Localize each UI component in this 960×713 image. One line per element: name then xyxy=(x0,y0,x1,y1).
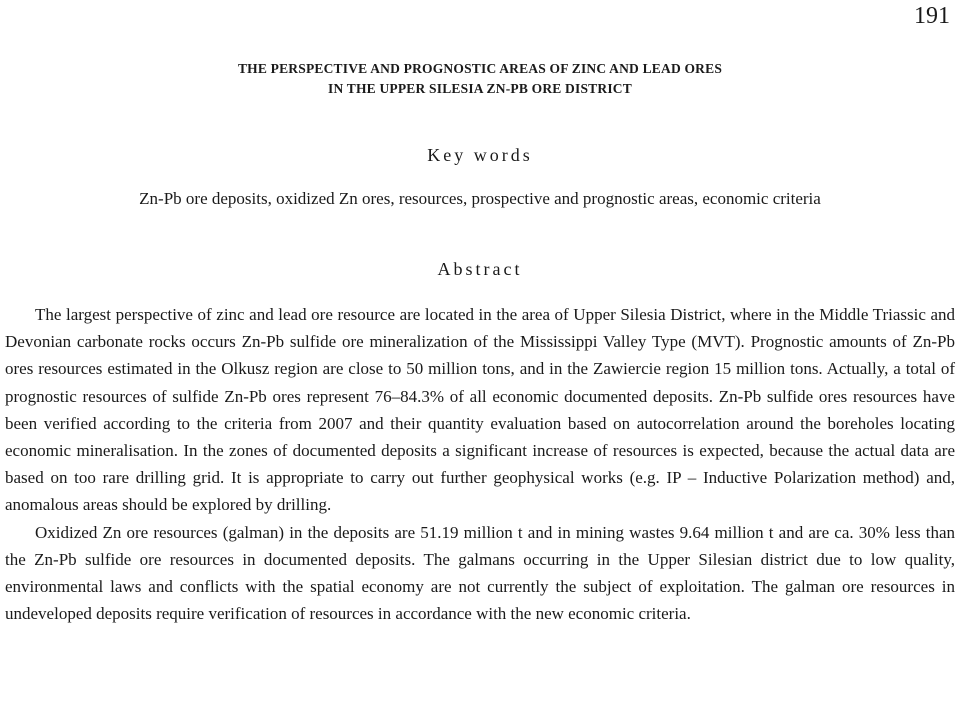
keywords-text: Zn-Pb ore deposits, oxidized Zn ores, resources, prospective and prognostic areas, economic criteria xyxy=(139,189,821,208)
abstract-heading: Abstract xyxy=(437,259,523,279)
title-line-2: IN THE UPPER SILESIA ZN-PB ORE DISTRICT xyxy=(328,81,632,96)
article-title xyxy=(0,59,960,99)
abstract-paragraph-1: The largest perspective of zinc and lead ore resource are located in the area of Upper Silesia District, where in the Middle Triassic and Devonian carbonate rocks occurs Zn-Pb sulfide ore mineralization of the Mississippi Valley Type (MVT). Prognostic amounts of Zn-Pb ores resources estimated in the Olkusz region are close to 50 million tons, and in the Zawiercie region 15 million tons. Actually, a total of prognostic resources of sulfide Zn-Pb ores represent 76–84.3% of all economic documented deposits. Zn-Pb sulfide ores resources have been verified according to the criteria from 2007 and their quantity evaluation based on autocorrelation around the boreholes locating economic mineralisation. In the zones of documented deposits a significant increase of resources is expected, because the actual data are based on too rare drilling grid. It is appropriate to carry out further geophysical works (e.g. IP – Inductive Polarization method) and, anomalous areas should be explored by drilling. xyxy=(5,305,955,515)
abstract-body xyxy=(5,301,955,627)
title-line-1: THE PERSPECTIVE AND PROGNOSTIC AREAS OF ZINC AND LEAD ORES xyxy=(237,61,723,76)
page-number: 191 xyxy=(914,3,950,29)
abstract-paragraph-2: Oxidized Zn ore resources (galman) in the deposits are 51.19 million t and in mining wastes 9.64 million t and are ca. 30% less than the Zn-Pb sulfide ore resources in documented deposits. The galmans occurring in the Upper Silesian district due to low quality, environmental laws and conflicts with the spatial economy are not currently the subject of exploitation. The galman ore resources in undeveloped deposits require verification of resources in accordance with the new economic criteria. xyxy=(5,522,955,624)
keywords-heading: Key words xyxy=(427,145,533,165)
